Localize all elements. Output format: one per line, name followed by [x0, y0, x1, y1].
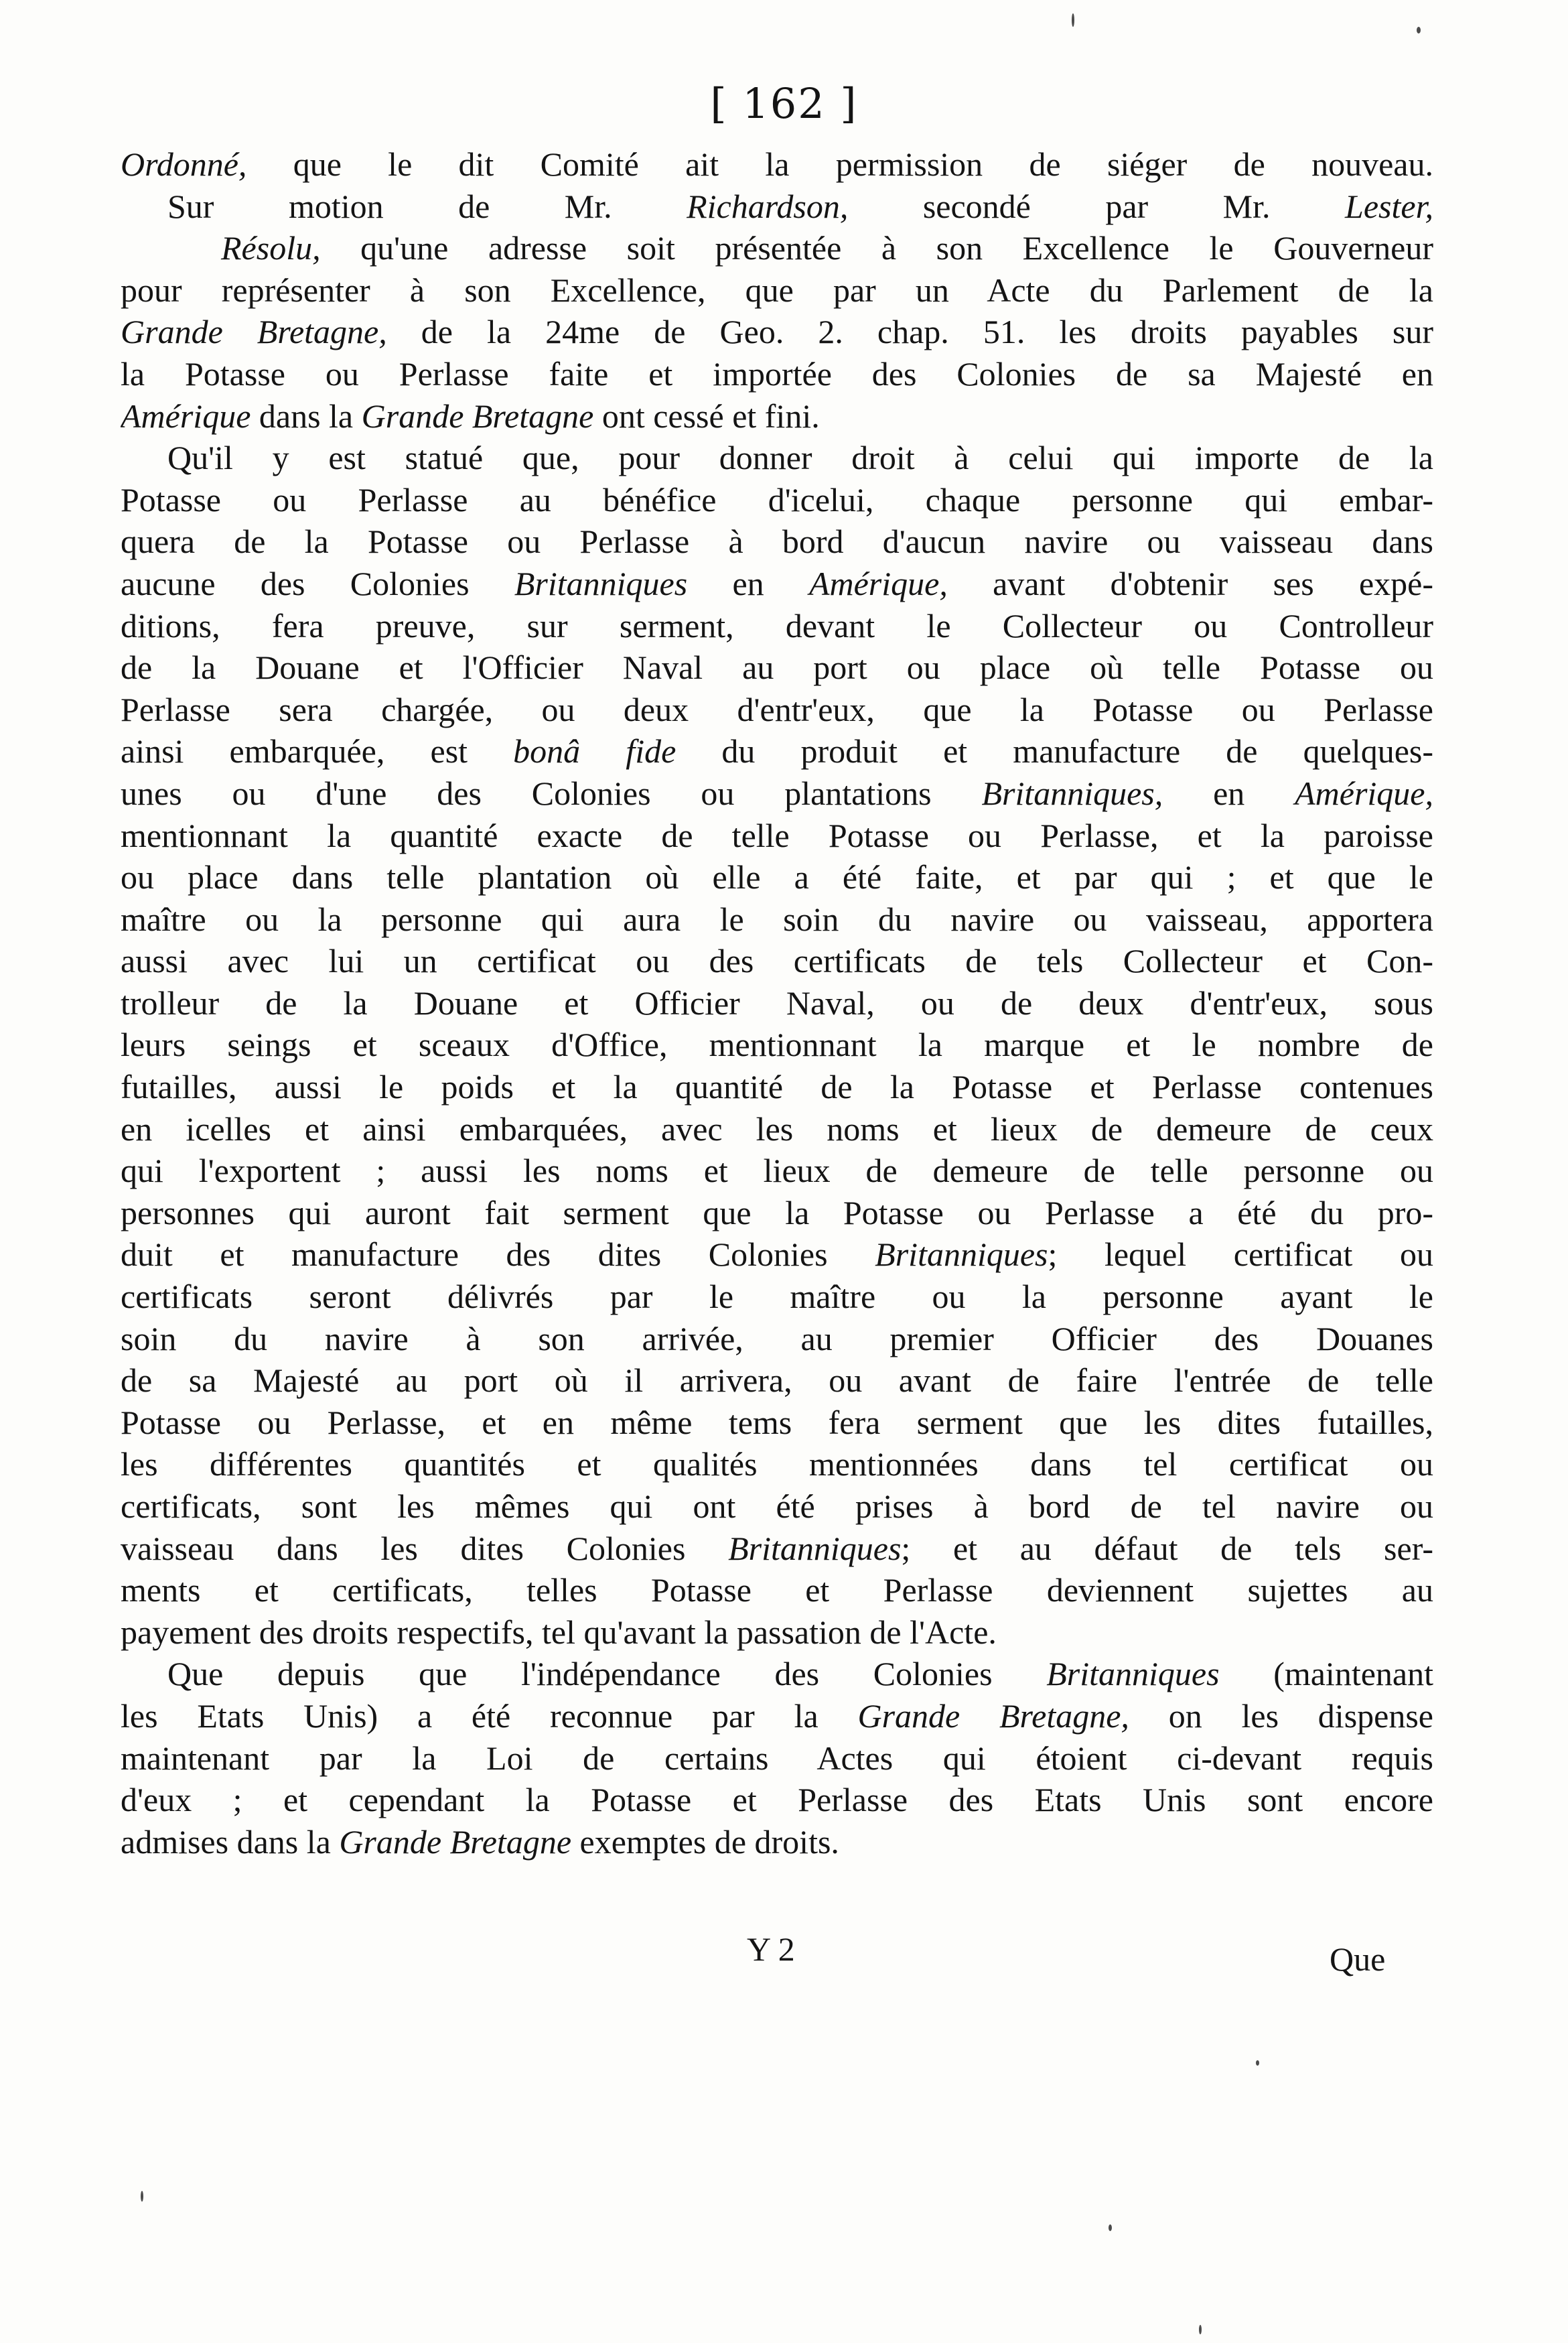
text-line: [121, 269, 1433, 312]
page-header: [ 162 ]: [710, 79, 858, 128]
text-run: Grande Bretagne: [361, 397, 594, 435]
text-run: pour représenter à son Excellence, que par un Acte du Parlement de la: [121, 271, 1433, 309]
text-run: Britanniques: [1046, 1655, 1220, 1693]
text-line: [121, 1108, 1433, 1150]
text-run: d'eux ; et cependant la Potasse et Perlasse des Etats Unis sont encore: [121, 1781, 1433, 1819]
text-line: [121, 1150, 1433, 1192]
text-line: [121, 227, 1433, 269]
text-run: Britanniques: [514, 564, 688, 602]
text-line: [121, 563, 1433, 605]
text-run: secondé par Mr.: [848, 187, 1346, 225]
text-run: ments et certificats, telles Potasse et Perlasse deviennent sujettes au: [121, 1571, 1433, 1609]
text-run: Potasse ou Perlasse au bénéfice d'icelui, chaque personne qui embar-: [121, 480, 1433, 519]
text-line: [121, 1779, 1433, 1821]
text-line: [121, 479, 1433, 521]
text-line: [121, 773, 1433, 815]
text-run: Britanniques,: [981, 774, 1163, 812]
text-run: aussi avec lui un certificat ou des certificats de tels Collecteur et Con-: [121, 942, 1433, 980]
text-run: ainsi embarquée, est: [121, 732, 514, 771]
catchword: Que: [1330, 1940, 1386, 1978]
text-run: quera de la Potasse ou Perlasse à bord d'aucun navire ou vaisseau dans: [121, 523, 1433, 561]
text-line: [121, 521, 1433, 563]
text-run: Grande Bretagne,: [121, 313, 387, 351]
text-run: (maintenant: [1219, 1655, 1433, 1693]
text-line: [121, 1318, 1433, 1360]
text-run: personnes qui auront fait serment que la Potasse ou Perlasse a été du pro-: [121, 1193, 1433, 1231]
text-run: soin du navire à son arrivée, au premier Officier des Douanes: [121, 1319, 1433, 1357]
text-line: [121, 730, 1433, 773]
text-run: avant d'obtenir ses expé-: [947, 564, 1433, 602]
text-line: [121, 982, 1433, 1024]
text-line: [121, 1611, 1433, 1654]
print-speck: [1109, 2224, 1112, 2231]
text-line: [121, 647, 1433, 689]
text-run: ont cessé et fini.: [593, 397, 820, 435]
text-line: [121, 1695, 1433, 1737]
text-run: Que depuis que l'indépendance des Colonies: [167, 1655, 1047, 1693]
text-run: de la 24me de Geo. 2. chap. 51. les droits payables sur: [386, 313, 1433, 351]
text-run: Amérique: [121, 397, 251, 435]
text-run: aucune des Colonies: [121, 564, 514, 602]
text-line: [121, 1653, 1433, 1695]
text-line: [121, 1485, 1433, 1528]
text-run: vaisseau dans les dites Colonies: [121, 1529, 729, 1567]
text-line: [121, 1528, 1433, 1570]
text-line: [121, 689, 1433, 731]
text-line: [121, 311, 1433, 353]
text-run: Grande Bretagne,: [857, 1696, 1129, 1735]
text-run: Résolu,: [221, 229, 321, 267]
text-run: on les dispense: [1129, 1696, 1433, 1735]
text-run: de la Douane et l'Officier Naval au port ou place où telle Potasse ou: [121, 649, 1433, 687]
text-run: futailles, aussi le poids et la quantité de la Potasse et Perlasse contenues: [121, 1068, 1433, 1106]
text-run: en icelles et ainsi embarquées, avec les noms et lieux de demeure de ceux: [121, 1110, 1433, 1148]
text-line: [121, 437, 1433, 479]
text-run: leurs seings et sceaux d'Office, mentionnant la marque et le nombre de: [121, 1026, 1433, 1064]
text-run: mentionnant la quantité exacte de telle Potasse ou Perlasse, et la paroisse: [121, 816, 1433, 854]
text-run: maintenant par la Loi de certains Actes qui étoient ci-devant requis: [121, 1739, 1433, 1777]
text-run: Lester,: [1345, 187, 1433, 225]
text-run: Amérique,: [808, 564, 948, 602]
text-run: payement des droits respectifs, tel qu'avant la passation de l'Acte.: [121, 1613, 997, 1651]
text-run: la Potasse ou Perlasse faite et importée des Colonies de sa Majesté en: [121, 354, 1433, 393]
text-run: ; lequel certificat ou: [1048, 1235, 1433, 1274]
text-run: les différentes quantités et qualités mentionnées dans tel certificat ou: [121, 1445, 1433, 1483]
text-line: [121, 1737, 1433, 1780]
text-line: [121, 395, 1433, 438]
text-run: que le dit Comité ait la permission de siéger de nouveau.: [246, 145, 1433, 183]
signature-mark: Y 2: [747, 1930, 795, 1968]
text-line: [121, 1192, 1433, 1234]
text-run: Richardson,: [687, 187, 849, 225]
text-run: Ordonné,: [121, 145, 247, 183]
text-run: Britanniques: [875, 1235, 1048, 1274]
text-run: de sa Majesté au port où il arrivera, ou avant de faire l'entrée de telle: [121, 1361, 1433, 1400]
text-line: [121, 1359, 1433, 1402]
text-line: [121, 1233, 1433, 1276]
text-run: certificats, sont les mêmes qui ont été prises à bord de tel navire ou: [121, 1487, 1433, 1525]
text-line: [121, 940, 1433, 982]
text-run: Amérique,: [1295, 774, 1433, 812]
print-speck: [1199, 2325, 1202, 2334]
text-line: [121, 1024, 1433, 1066]
text-line: [121, 143, 1433, 186]
text-run: certificats seront délivrés par le maître ou la personne ayant le: [121, 1278, 1433, 1316]
text-run: qui l'exportent ; aussi les noms et lieux de demeure de telle personne ou: [121, 1152, 1433, 1190]
text-run: ditions, fera preuve, sur serment, devant le Collecteur ou Controlleur: [121, 606, 1433, 645]
text-run: en: [687, 564, 809, 602]
print-speck: [141, 2191, 143, 2202]
text-run: bonâ fide: [513, 732, 676, 771]
text-run: en: [1163, 774, 1295, 812]
text-line: [121, 1569, 1433, 1611]
text-run: Potasse ou Perlasse, et en même tems fera serment que les dites futailles,: [121, 1403, 1433, 1441]
text-run: qu'une adresse soit présentée à son Excellence le Gouverneur: [320, 229, 1433, 267]
text-run: unes ou d'une des Colonies ou plantations: [121, 774, 982, 812]
text-run: Sur motion de Mr.: [167, 187, 687, 225]
text-run: ou place dans telle plantation où elle a été faite, et par qui ; et que le: [121, 858, 1433, 896]
body-text: [121, 143, 1433, 1863]
print-speck: [1417, 27, 1421, 34]
text-line: [121, 1443, 1433, 1485]
text-line: [121, 605, 1433, 647]
text-line: [121, 353, 1433, 395]
text-run: ; et au défaut de tels ser-: [901, 1529, 1433, 1567]
text-run: maître ou la personne qui aura le soin du navire ou vaisseau, apportera: [121, 900, 1433, 938]
text-run: Qu'il y est statué que, pour donner droit à celui qui importe de la: [167, 439, 1433, 477]
text-run: dans la: [251, 397, 362, 435]
print-speck: [1072, 13, 1074, 27]
text-run: Grande Bretagne: [339, 1822, 572, 1861]
text-run: les Etats Unis) a été reconnue par la: [121, 1696, 858, 1735]
text-line: [121, 1066, 1433, 1108]
text-line: [121, 856, 1433, 898]
text-run: Britanniques: [728, 1529, 902, 1567]
print-speck: [1256, 2060, 1259, 2066]
text-line: [121, 898, 1433, 941]
text-run: duit et manufacture des dites Colonies: [121, 1235, 875, 1274]
text-run: Perlasse sera chargée, ou deux d'entr'eux, que la Potasse ou Perlasse: [121, 690, 1433, 728]
text-line: [121, 1276, 1433, 1318]
text-run: admises dans la: [121, 1822, 340, 1861]
text-line: [121, 1402, 1433, 1444]
text-run: du produit et manufacture de quelques-: [676, 732, 1433, 771]
text-line: [121, 815, 1433, 857]
text-line: [121, 186, 1433, 228]
text-line: [121, 1821, 1433, 1863]
text-run: trolleur de la Douane et Officier Naval, ou de deux d'entr'eux, sous: [121, 984, 1433, 1022]
text-run: exemptes de droits.: [571, 1822, 839, 1861]
